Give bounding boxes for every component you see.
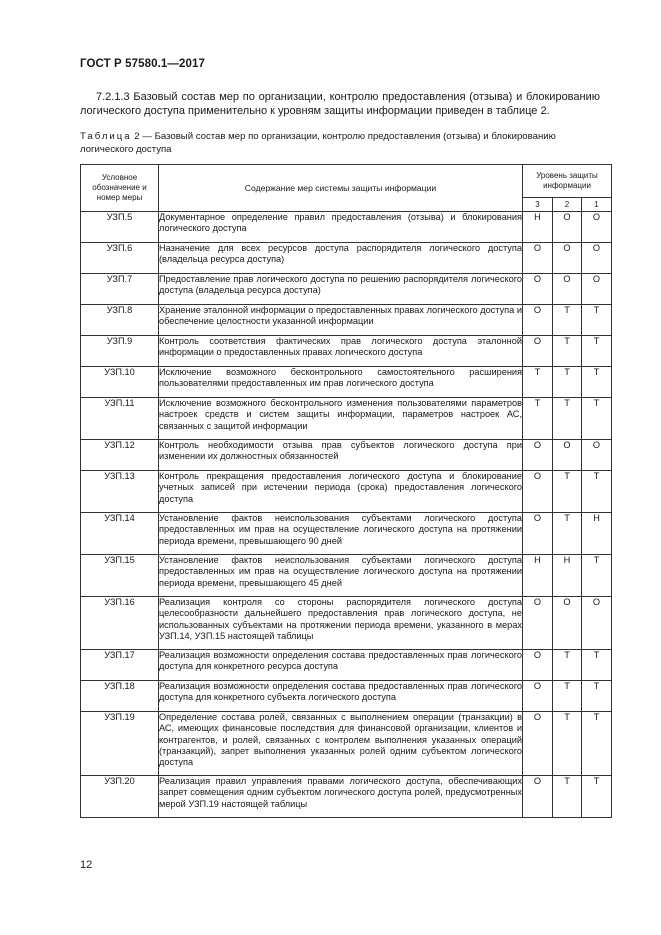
table-row (81, 440, 612, 471)
measure-content: Определение состава ролей, связанных с выполнением операции (транзакции) в АС, имеющих финансовые последствия для финансовой организации, клиентов и контрагентов, и ролей, связанных с контролем выполнения указанных операций (транзакций), запрет выполнения указанных ролей одним субъектом логического доступа (159, 712, 523, 776)
level-1-value: Т (582, 712, 612, 776)
table-row (81, 513, 612, 555)
table-row (81, 243, 612, 274)
level-2-value: Т (553, 513, 582, 555)
table-row (81, 681, 612, 712)
table-row (81, 776, 612, 818)
measure-content: Реализация правил управления правами логического доступа, обеспечивающих запрет совмещения одним субъектом логического доступа ролей, предусмотренных мерой УЗП.19 настоящей таблицы (159, 776, 523, 818)
measure-code: УЗП.8 (81, 305, 159, 336)
level-2-value: О (553, 243, 582, 274)
level-2-header: 2 (553, 198, 582, 212)
level-1-value: Т (582, 555, 612, 597)
measure-content: Контроль соответствия фактических прав логического доступа эталонной информации о предоставленных правах логического доступа (159, 336, 523, 367)
caption-prefix: Таблица (80, 131, 132, 142)
measure-code: УЗП.10 (81, 367, 159, 398)
measure-code: УЗП.17 (81, 650, 159, 681)
level-1-value: Т (582, 367, 612, 398)
level-2-value: О (553, 274, 582, 305)
level-1-header: 1 (582, 198, 612, 212)
measure-content: Назначение для всех ресурсов доступа распорядителя логического доступа (владельца ресурса доступа) (159, 243, 523, 274)
level-3-value: О (523, 471, 553, 513)
level-3-header: 3 (523, 198, 553, 212)
col-levels-header: Уровень защиты информации (523, 165, 612, 198)
level-3-value: О (523, 650, 553, 681)
table-row (81, 712, 612, 776)
level-1-value: Т (582, 776, 612, 818)
caption-number: 2 (134, 131, 140, 142)
measure-content: Документарное определение правил предоставления (отзыва) и блокирования логического доступа (159, 212, 523, 243)
level-2-value: О (553, 212, 582, 243)
level-3-value: О (523, 305, 553, 336)
level-1-value: О (582, 243, 612, 274)
level-2-value: Т (553, 398, 582, 440)
level-2-value: Т (553, 650, 582, 681)
measure-content: Контроль необходимости отзыва прав субъектов логического доступа при изменении их должностных обязанностей (159, 440, 523, 471)
level-1-value: О (582, 212, 612, 243)
level-3-value: О (523, 712, 553, 776)
table-row (81, 597, 612, 650)
level-1-value: Т (582, 336, 612, 367)
caption-text: — Базовый состав мер по организации, контролю предоставления (отзыва) и блокированию логического доступа (80, 131, 556, 155)
measure-code: УЗП.19 (81, 712, 159, 776)
level-1-value: Н (582, 513, 612, 555)
table-row (81, 336, 612, 367)
measures-table (80, 164, 612, 818)
measure-code: УЗП.20 (81, 776, 159, 818)
measure-content: Реализация возможности определения состава предоставленных прав логического доступа для конкретного ресурса доступа (159, 650, 523, 681)
level-1-value: Т (582, 650, 612, 681)
measure-code: УЗП.12 (81, 440, 159, 471)
level-3-value: О (523, 274, 553, 305)
level-3-value: Н (523, 212, 553, 243)
level-1-value: Т (582, 471, 612, 513)
measure-content: Исключение возможного бесконтрольного изменения пользователями параметров настроек средств и систем защиты информации, параметров настроек АС, связанных с защитой информации (159, 398, 523, 440)
level-3-value: Т (523, 398, 553, 440)
level-2-value: Т (553, 305, 582, 336)
level-3-value: О (523, 513, 553, 555)
level-3-value: О (523, 243, 553, 274)
table-row (81, 212, 612, 243)
level-2-value: О (553, 440, 582, 471)
measure-content: Предоставление прав логического доступа по решению распорядителя логического доступа (владельца ресурса доступа) (159, 274, 523, 305)
col-code-header: Условное обозначение и номер меры (81, 165, 159, 212)
level-2-value: Т (553, 471, 582, 513)
level-1-value: О (582, 597, 612, 650)
measure-code: УЗП.16 (81, 597, 159, 650)
level-3-value: О (523, 336, 553, 367)
measure-code: УЗП.5 (81, 212, 159, 243)
table-row (81, 650, 612, 681)
level-2-value: Н (553, 555, 582, 597)
level-3-value: О (523, 597, 553, 650)
level-2-value: Т (553, 367, 582, 398)
table-row (81, 367, 612, 398)
table-row (81, 555, 612, 597)
measure-code: УЗП.14 (81, 513, 159, 555)
level-2-value: Т (553, 336, 582, 367)
level-3-value: Т (523, 367, 553, 398)
intro-paragraph: 7.2.1.3 Базовый состав мер по организации, контролю предоставления (отзыва) и блокированию логического доступа применительно к уровням защиты информации приведен в таблице 2. (80, 91, 600, 117)
level-1-value: О (582, 274, 612, 305)
table-caption (80, 131, 600, 156)
page-number: 12 (80, 859, 93, 871)
measure-content: Установление фактов неиспользования субъектами логического доступа предоставленных им прав на осуществление логического доступа на протяжении периода времени, превышающего 45 дней (159, 555, 523, 597)
measure-code: УЗП.18 (81, 681, 159, 712)
table-row (81, 305, 612, 336)
level-2-value: Т (553, 681, 582, 712)
table-row (81, 471, 612, 513)
level-1-value: Т (582, 681, 612, 712)
measure-content: Реализация контроля со стороны распорядителя логического доступа целесообразности дальнейшего предоставления прав логического доступа, не использованных субъектами на протяжении периода времени, указанного в мерах УЗП.14, УЗП.15 настоящей таблицы (159, 597, 523, 650)
level-2-value: Т (553, 712, 582, 776)
measure-code: УЗП.13 (81, 471, 159, 513)
level-1-value: Т (582, 398, 612, 440)
level-2-value: О (553, 597, 582, 650)
measure-content: Контроль прекращения предоставления логического доступа и блокирование учетных записей при истечении периода (срока) предоставления логического доступа (159, 471, 523, 513)
measure-code: УЗП.9 (81, 336, 159, 367)
table-row (81, 274, 612, 305)
table-body (81, 212, 612, 818)
level-3-value: О (523, 440, 553, 471)
level-1-value: Т (582, 305, 612, 336)
measure-content: Исключение возможного бесконтрольного самостоятельного расширения пользователями предоставленных им прав логического доступа (159, 367, 523, 398)
level-3-value: О (523, 776, 553, 818)
table-row (81, 398, 612, 440)
measure-content: Реализация возможности определения состава предоставленных прав логического доступа для конкретного субъекта логического доступа (159, 681, 523, 712)
level-3-value: О (523, 681, 553, 712)
level-2-value: Т (553, 776, 582, 818)
col-content-header: Содержание мер системы защиты информации (159, 165, 523, 212)
level-3-value: Н (523, 555, 553, 597)
measure-code: УЗП.7 (81, 274, 159, 305)
document-header: ГОСТ Р 57580.1—2017 (80, 58, 205, 70)
measure-content: Установление фактов неиспользования субъектами логического доступа предоставленных им прав на осуществление логического доступа на протяжении периода времени, превышающего 90 дней (159, 513, 523, 555)
level-1-value: О (582, 440, 612, 471)
measure-code: УЗП.6 (81, 243, 159, 274)
measure-code: УЗП.15 (81, 555, 159, 597)
measure-code: УЗП.11 (81, 398, 159, 440)
measure-content: Хранение эталонной информации о предоставленных правах логического доступа и обеспечение целостности указанной информации (159, 305, 523, 336)
